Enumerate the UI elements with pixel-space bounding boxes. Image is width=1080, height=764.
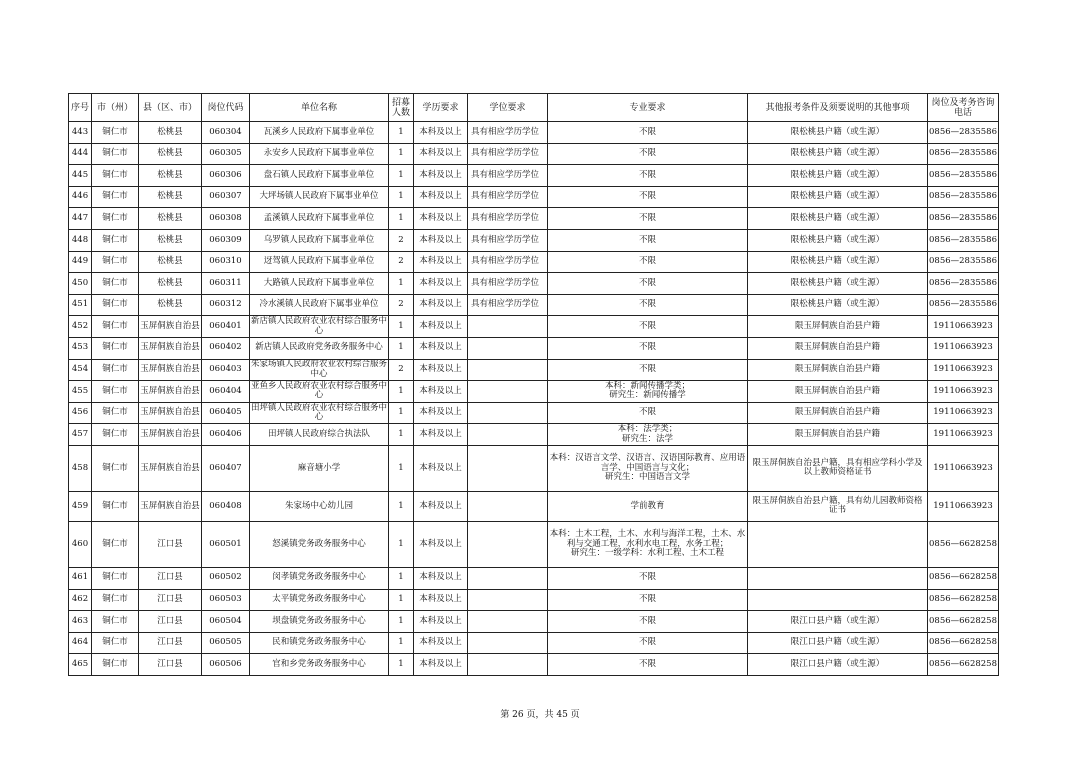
cell-education: 本科及以上 xyxy=(414,567,468,589)
cell-unit-name: 盘石镇人民政府下属事业单位 xyxy=(250,165,389,187)
cell-degree: 具有相应学历学位 xyxy=(468,186,548,208)
table-row xyxy=(69,165,999,187)
cell-phone: 0856—6628258 xyxy=(928,521,999,567)
cell-degree xyxy=(468,359,548,381)
cell-post-code: 060304 xyxy=(202,122,250,144)
table-row xyxy=(69,611,999,633)
cell-degree: 具有相应学历学位 xyxy=(468,294,548,316)
cell-recruit-count: 1 xyxy=(389,208,414,230)
cell-county: 松桃县 xyxy=(139,251,202,273)
cell-county: 江口县 xyxy=(139,521,202,567)
cell-post-code: 060502 xyxy=(202,567,250,589)
cell-major: 本科：法学类； 研究生：法学 xyxy=(548,424,748,446)
cell-phone: 19110663923 xyxy=(928,424,999,446)
cell-index: 448 xyxy=(69,229,92,251)
cell-county: 玉屏侗族自治县 xyxy=(139,337,202,359)
cell-county: 松桃县 xyxy=(139,208,202,230)
cell-unit-name: 新店镇人民政府党务政务服务中心 xyxy=(250,337,389,359)
cell-post-code: 060401 xyxy=(202,316,250,338)
table-row xyxy=(69,359,999,381)
cell-phone: 19110663923 xyxy=(928,381,999,403)
cell-major: 不限 xyxy=(548,316,748,338)
cell-city: 铜仁市 xyxy=(92,165,139,187)
table-row xyxy=(69,316,999,338)
cell-index: 463 xyxy=(69,611,92,633)
table-row xyxy=(69,521,999,567)
cell-education: 本科及以上 xyxy=(414,208,468,230)
cell-degree: 具有相应学历学位 xyxy=(468,273,548,295)
cell-education: 本科及以上 xyxy=(414,273,468,295)
cell-city: 铜仁市 xyxy=(92,316,139,338)
cell-unit-name: 太平镇党务政务服务中心 xyxy=(250,589,389,611)
cell-post-code: 060402 xyxy=(202,337,250,359)
cell-recruit-count: 1 xyxy=(389,611,414,633)
cell-education: 本科及以上 xyxy=(414,589,468,611)
cell-county: 玉屏侗族自治县 xyxy=(139,424,202,446)
cell-other-conditions: 限玉屏侗族自治县户籍，具有幼儿园教师资格证书 xyxy=(748,491,928,521)
cell-other-conditions: 限松桃县户籍（或生源） xyxy=(748,165,928,187)
cell-index: 461 xyxy=(69,567,92,589)
cell-education: 本科及以上 xyxy=(414,143,468,165)
cell-recruit-count: 1 xyxy=(389,186,414,208)
cell-recruit-count: 1 xyxy=(389,337,414,359)
cell-city: 铜仁市 xyxy=(92,229,139,251)
col-header-degree: 学位要求 xyxy=(468,94,548,122)
cell-recruit-count: 1 xyxy=(389,567,414,589)
cell-index: 462 xyxy=(69,589,92,611)
cell-phone: 0856—2835586 xyxy=(928,273,999,295)
table-row xyxy=(69,273,999,295)
cell-degree xyxy=(468,424,548,446)
cell-education: 本科及以上 xyxy=(414,316,468,338)
cell-index: 458 xyxy=(69,445,92,491)
cell-major: 不限 xyxy=(548,359,748,381)
cell-city: 铜仁市 xyxy=(92,294,139,316)
cell-phone: 19110663923 xyxy=(928,359,999,381)
cell-degree xyxy=(468,654,548,676)
cell-index: 452 xyxy=(69,316,92,338)
table-row xyxy=(69,337,999,359)
cell-county: 松桃县 xyxy=(139,122,202,144)
table-row xyxy=(69,632,999,654)
cell-county: 江口县 xyxy=(139,654,202,676)
recruitment-table xyxy=(68,93,999,676)
cell-index: 450 xyxy=(69,273,92,295)
cell-unit-name: 田坪镇人民政府农业农村综合服务中心 xyxy=(251,402,388,423)
cell-recruit-count: 2 xyxy=(389,294,414,316)
cell-major: 学前教育 xyxy=(548,491,748,521)
cell-education: 本科及以上 xyxy=(414,402,468,424)
cell-other-conditions: 限松桃县户籍（或生源） xyxy=(748,122,928,144)
cell-index: 449 xyxy=(69,251,92,273)
cell-post-code: 060312 xyxy=(202,294,250,316)
cell-county: 松桃县 xyxy=(139,229,202,251)
cell-recruit-count: 2 xyxy=(389,359,414,381)
cell-index: 460 xyxy=(69,521,92,567)
cell-phone: 0856—6628258 xyxy=(928,632,999,654)
cell-degree xyxy=(468,567,548,589)
cell-degree xyxy=(468,445,548,491)
cell-index: 456 xyxy=(69,402,92,424)
cell-recruit-count: 2 xyxy=(389,229,414,251)
cell-degree: 具有相应学历学位 xyxy=(468,208,548,230)
cell-degree: 具有相应学历学位 xyxy=(468,251,548,273)
cell-phone: 0856—6628258 xyxy=(928,567,999,589)
cell-major: 不限 xyxy=(548,251,748,273)
cell-city: 铜仁市 xyxy=(92,589,139,611)
cell-county: 松桃县 xyxy=(139,294,202,316)
cell-degree xyxy=(468,589,548,611)
cell-other-conditions: 限玉屏侗族自治县户籍 xyxy=(748,381,928,403)
cell-post-code: 060408 xyxy=(202,491,250,521)
table-row xyxy=(69,445,999,491)
table-row xyxy=(69,589,999,611)
cell-index: 443 xyxy=(69,122,92,144)
cell-unit-name: 民和镇党务政务服务中心 xyxy=(250,632,389,654)
table-row xyxy=(69,294,999,316)
cell-post-code: 060305 xyxy=(202,143,250,165)
cell-county: 玉屏侗族自治县 xyxy=(139,316,202,338)
cell-major: 不限 xyxy=(548,611,748,633)
cell-phone: 0856—2835586 xyxy=(928,186,999,208)
cell-city: 铜仁市 xyxy=(92,567,139,589)
table-row xyxy=(69,491,999,521)
cell-city: 铜仁市 xyxy=(92,654,139,676)
cell-county: 江口县 xyxy=(139,632,202,654)
cell-degree xyxy=(468,611,548,633)
cell-other-conditions xyxy=(748,567,928,589)
cell-index: 446 xyxy=(69,186,92,208)
cell-recruit-count: 1 xyxy=(389,402,414,424)
cell-major: 不限 xyxy=(548,654,748,676)
cell-county: 江口县 xyxy=(139,589,202,611)
cell-index: 457 xyxy=(69,424,92,446)
cell-city: 铜仁市 xyxy=(92,521,139,567)
cell-unit-name: 永安乡人民政府下属事业单位 xyxy=(250,143,389,165)
cell-degree xyxy=(468,632,548,654)
cell-post-code: 060309 xyxy=(202,229,250,251)
cell-degree: 具有相应学历学位 xyxy=(468,229,548,251)
cell-unit-name: 新店镇人民政府农业农村综合服务中心 xyxy=(251,316,388,336)
cell-county: 玉屏侗族自治县 xyxy=(139,402,202,424)
cell-major: 不限 xyxy=(548,589,748,611)
cell-phone: 19110663923 xyxy=(928,402,999,424)
cell-other-conditions: 限松桃县户籍（或生源） xyxy=(748,143,928,165)
cell-recruit-count: 2 xyxy=(389,251,414,273)
cell-phone: 0856—2835586 xyxy=(928,122,999,144)
cell-major: 不限 xyxy=(548,208,748,230)
col-header-education: 学历要求 xyxy=(414,94,468,122)
cell-recruit-count: 1 xyxy=(389,445,414,491)
table-row xyxy=(69,424,999,446)
cell-county: 松桃县 xyxy=(139,186,202,208)
cell-recruit-count: 1 xyxy=(389,381,414,403)
cell-index: 451 xyxy=(69,294,92,316)
cell-phone: 19110663923 xyxy=(928,316,999,338)
cell-unit-name: 大坪场镇人民政府下属事业单位 xyxy=(250,186,389,208)
cell-degree: 具有相应学历学位 xyxy=(468,143,548,165)
cell-city: 铜仁市 xyxy=(92,186,139,208)
cell-recruit-count: 1 xyxy=(389,165,414,187)
cell-county: 松桃县 xyxy=(139,165,202,187)
cell-county: 江口县 xyxy=(139,567,202,589)
cell-post-code: 060403 xyxy=(202,359,250,381)
cell-education: 本科及以上 xyxy=(414,122,468,144)
cell-major: 不限 xyxy=(548,402,748,424)
cell-index: 445 xyxy=(69,165,92,187)
cell-major: 不限 xyxy=(548,567,748,589)
cell-unit-name: 田坪镇人民政府综合执法队 xyxy=(250,424,389,446)
col-header-county: 县（区、市） xyxy=(139,94,202,122)
cell-city: 铜仁市 xyxy=(92,381,139,403)
cell-recruit-count: 1 xyxy=(389,589,414,611)
cell-city: 铜仁市 xyxy=(92,611,139,633)
cell-other-conditions: 限松桃县户籍（或生源） xyxy=(748,251,928,273)
cell-index: 464 xyxy=(69,632,92,654)
cell-major: 不限 xyxy=(548,186,748,208)
table-row xyxy=(69,229,999,251)
cell-post-code: 060506 xyxy=(202,654,250,676)
cell-other-conditions: 限玉屏侗族自治县户籍 xyxy=(748,359,928,381)
cell-major: 不限 xyxy=(548,273,748,295)
cell-unit-name: 乌罗镇人民政府下属事业单位 xyxy=(250,229,389,251)
cell-city: 铜仁市 xyxy=(92,273,139,295)
cell-recruit-count: 1 xyxy=(389,521,414,567)
cell-major: 本科：土木工程，土木、水利与海洋工程，土木、水利与交通工程，水利水电工程，水务工程； 研究生：一级学科：水利工程、土木工程 xyxy=(548,521,748,567)
cell-post-code: 060406 xyxy=(202,424,250,446)
cell-index: 455 xyxy=(69,381,92,403)
cell-other-conditions: 限玉屏侗族自治县户籍，具有相应学科小学及以上教师资格证书 xyxy=(748,445,928,491)
cell-unit-name: 朱家场中心幼儿园 xyxy=(250,491,389,521)
cell-recruit-count: 1 xyxy=(389,273,414,295)
cell-major: 不限 xyxy=(548,294,748,316)
cell-phone: 19110663923 xyxy=(928,445,999,491)
cell-post-code: 060307 xyxy=(202,186,250,208)
cell-other-conditions: 限松桃县户籍（或生源） xyxy=(748,229,928,251)
cell-education: 本科及以上 xyxy=(414,381,468,403)
cell-unit-name: 闵孝镇党务政务服务中心 xyxy=(250,567,389,589)
cell-other-conditions: 限松桃县户籍（或生源） xyxy=(748,273,928,295)
cell-other-conditions: 限玉屏侗族自治县户籍 xyxy=(748,424,928,446)
cell-other-conditions: 限江口县户籍（或生源） xyxy=(748,632,928,654)
cell-recruit-count: 1 xyxy=(389,491,414,521)
cell-other-conditions: 限江口县户籍（或生源） xyxy=(748,611,928,633)
cell-education: 本科及以上 xyxy=(414,424,468,446)
cell-phone: 0856—2835586 xyxy=(928,229,999,251)
cell-education: 本科及以上 xyxy=(414,186,468,208)
cell-recruit-count: 1 xyxy=(389,632,414,654)
cell-recruit-count: 1 xyxy=(389,143,414,165)
cell-city: 铜仁市 xyxy=(92,143,139,165)
cell-index: 454 xyxy=(69,359,92,381)
cell-index: 465 xyxy=(69,654,92,676)
cell-degree xyxy=(468,402,548,424)
table-row xyxy=(69,122,999,144)
cell-degree xyxy=(468,316,548,338)
cell-phone: 0856—2835586 xyxy=(928,208,999,230)
cell-education: 本科及以上 xyxy=(414,294,468,316)
cell-education: 本科及以上 xyxy=(414,445,468,491)
cell-major: 不限 xyxy=(548,229,748,251)
cell-post-code: 060310 xyxy=(202,251,250,273)
cell-post-code: 060504 xyxy=(202,611,250,633)
cell-city: 铜仁市 xyxy=(92,445,139,491)
cell-phone: 0856—6628258 xyxy=(928,611,999,633)
cell-degree: 具有相应学历学位 xyxy=(468,165,548,187)
cell-phone: 0856—6628258 xyxy=(928,654,999,676)
cell-city: 铜仁市 xyxy=(92,337,139,359)
cell-phone: 0856—2835586 xyxy=(928,165,999,187)
cell-degree: 具有相应学历学位 xyxy=(468,122,548,144)
col-header-other-conditions: 其他报考条件及须要说明的其他事项 xyxy=(748,94,928,122)
header-row xyxy=(69,94,999,122)
cell-unit-name: 怒溪镇党务政务服务中心 xyxy=(250,521,389,567)
cell-post-code: 060501 xyxy=(202,521,250,567)
cell-education: 本科及以上 xyxy=(414,654,468,676)
cell-post-code: 060311 xyxy=(202,273,250,295)
cell-unit-name: 瓦溪乡人民政府下属事业单位 xyxy=(250,122,389,144)
cell-city: 铜仁市 xyxy=(92,632,139,654)
cell-city: 铜仁市 xyxy=(92,359,139,381)
table-row xyxy=(69,143,999,165)
cell-education: 本科及以上 xyxy=(414,251,468,273)
cell-unit-name: 孟溪镇人民政府下属事业单位 xyxy=(250,208,389,230)
cell-city: 铜仁市 xyxy=(92,122,139,144)
cell-unit-name: 大路镇人民政府下属事业单位 xyxy=(250,273,389,295)
cell-major: 不限 xyxy=(548,632,748,654)
table-row xyxy=(69,186,999,208)
cell-post-code: 060404 xyxy=(202,381,250,403)
page-footer: 第 26 页，共 45 页 xyxy=(500,710,580,720)
table-row xyxy=(69,402,999,424)
cell-phone: 0856—2835586 xyxy=(928,294,999,316)
cell-county: 玉屏侗族自治县 xyxy=(139,491,202,521)
cell-post-code: 060503 xyxy=(202,589,250,611)
cell-education: 本科及以上 xyxy=(414,165,468,187)
cell-other-conditions xyxy=(748,521,928,567)
cell-major: 本科：汉语言文学、汉语言、汉语国际教育、应用语言学、中国语言与文化； 研究生：中国语言文学 xyxy=(548,445,748,491)
cell-major: 本科：新闻传播学类； 研究生：新闻传播学 xyxy=(548,381,748,403)
cell-index: 453 xyxy=(69,337,92,359)
col-header-recruit-count: 招募人数 xyxy=(389,94,414,122)
cell-phone: 0856—6628258 xyxy=(928,589,999,611)
col-header-index: 序号 xyxy=(69,94,92,122)
cell-county: 玉屏侗族自治县 xyxy=(139,381,202,403)
col-header-major: 专业要求 xyxy=(548,94,748,122)
cell-other-conditions: 限玉屏侗族自治县户籍 xyxy=(748,337,928,359)
cell-degree xyxy=(468,521,548,567)
cell-index: 447 xyxy=(69,208,92,230)
cell-other-conditions xyxy=(748,589,928,611)
cell-index: 444 xyxy=(69,143,92,165)
table-row xyxy=(69,208,999,230)
cell-education: 本科及以上 xyxy=(414,229,468,251)
cell-unit-name: 亚鱼乡人民政府农业农村综合服务中心 xyxy=(251,380,388,401)
cell-post-code: 060405 xyxy=(202,402,250,424)
cell-other-conditions: 限玉屏侗族自治县户籍 xyxy=(748,402,928,424)
cell-other-conditions: 限松桃县户籍（或生源） xyxy=(748,186,928,208)
cell-other-conditions: 限松桃县户籍（或生源） xyxy=(748,294,928,316)
cell-education: 本科及以上 xyxy=(414,632,468,654)
cell-unit-name: 冷水溪镇人民政府下属事业单位 xyxy=(250,294,389,316)
cell-recruit-count: 1 xyxy=(389,424,414,446)
cell-post-code: 060306 xyxy=(202,165,250,187)
col-header-unit-name: 单位名称 xyxy=(250,94,389,122)
cell-city: 铜仁市 xyxy=(92,251,139,273)
col-header-city: 市（州） xyxy=(92,94,139,122)
col-header-phone: 岗位及考务咨询电话 xyxy=(928,94,999,122)
cell-degree xyxy=(468,337,548,359)
cell-degree xyxy=(468,491,548,521)
cell-unit-name: 麻音塘小学 xyxy=(250,445,389,491)
cell-county: 江口县 xyxy=(139,611,202,633)
cell-unit-name: 朱家场镇人民政府农业农村综合服务中心 xyxy=(251,359,388,379)
cell-post-code: 060407 xyxy=(202,445,250,491)
cell-phone: 19110663923 xyxy=(928,337,999,359)
cell-major: 不限 xyxy=(548,122,748,144)
cell-education: 本科及以上 xyxy=(414,611,468,633)
cell-education: 本科及以上 xyxy=(414,521,468,567)
cell-phone: 0856—2835586 xyxy=(928,251,999,273)
cell-unit-name: 官和乡党务政务服务中心 xyxy=(250,654,389,676)
cell-recruit-count: 1 xyxy=(389,122,414,144)
cell-other-conditions: 限松桃县户籍（或生源） xyxy=(748,208,928,230)
cell-county: 松桃县 xyxy=(139,273,202,295)
cell-county: 玉屏侗族自治县 xyxy=(139,445,202,491)
cell-phone: 0856—2835586 xyxy=(928,143,999,165)
cell-degree xyxy=(468,381,548,403)
col-header-post-code: 岗位代码 xyxy=(202,94,250,122)
cell-city: 铜仁市 xyxy=(92,424,139,446)
table-row xyxy=(69,567,999,589)
cell-education: 本科及以上 xyxy=(414,491,468,521)
table-row xyxy=(69,381,999,403)
cell-major: 不限 xyxy=(548,337,748,359)
cell-index: 459 xyxy=(69,491,92,521)
cell-post-code: 060308 xyxy=(202,208,250,230)
cell-unit-name: 坝盘镇党务政务服务中心 xyxy=(250,611,389,633)
cell-city: 铜仁市 xyxy=(92,208,139,230)
cell-major: 不限 xyxy=(548,143,748,165)
table-row xyxy=(69,251,999,273)
cell-other-conditions: 限玉屏侗族自治县户籍 xyxy=(748,316,928,338)
cell-city: 铜仁市 xyxy=(92,402,139,424)
cell-recruit-count: 1 xyxy=(389,654,414,676)
cell-education: 本科及以上 xyxy=(414,359,468,381)
cell-education: 本科及以上 xyxy=(414,337,468,359)
cell-major: 不限 xyxy=(548,165,748,187)
cell-phone: 19110663923 xyxy=(928,491,999,521)
cell-city: 铜仁市 xyxy=(92,491,139,521)
cell-county: 玉屏侗族自治县 xyxy=(139,359,202,381)
cell-unit-name: 迓驾镇人民政府下属事业单位 xyxy=(250,251,389,273)
cell-post-code: 060505 xyxy=(202,632,250,654)
cell-other-conditions: 限江口县户籍（或生源） xyxy=(748,654,928,676)
table-row xyxy=(69,654,999,676)
cell-recruit-count: 1 xyxy=(389,316,414,338)
cell-county: 松桃县 xyxy=(139,143,202,165)
